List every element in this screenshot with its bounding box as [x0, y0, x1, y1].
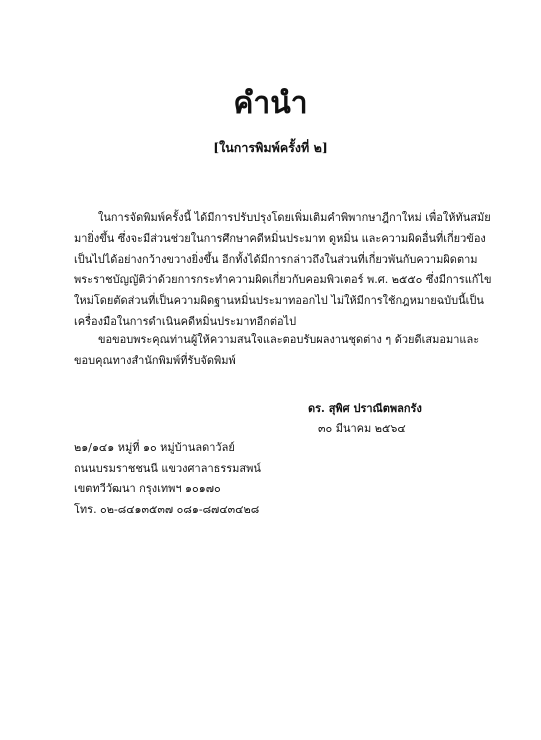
page-title: คำนำ: [233, 86, 308, 121]
address-line: เขตทวีวัฒนา กรุงเทพฯ ๑๐๑๗๐: [74, 482, 221, 496]
signature-date: ๓๐ มีนาคม ๒๕๖๔: [318, 422, 406, 435]
preface-paragraph-2: [74, 330, 480, 372]
author-name: ดร. สุพิศ ปราณีตพลกรัง: [308, 402, 422, 415]
preface-paragraph-1: [74, 208, 492, 333]
signature-block: [300, 399, 480, 439]
paragraph-line: พระราชบัญญัติว่าด้วยการกระทำความผิดเกี่ยวกับคอมพิวเตอร์ พ.ศ. ๒๕๕๐ ซึ่งมีการแก้ไข: [74, 273, 492, 287]
address-line: ๒๑/๑๔๑ หมู่ที่ ๑๐ หมู่บ้านลดาวัลย์: [74, 441, 235, 454]
paragraph-line: มายิ่งขึ้น ซึ่งจะมีส่วนช่วยในการศึกษาคดีหมิ่นประมาท ดูหมิ่น และความผิดอื่นที่เกี่ยวข้อง: [74, 231, 486, 245]
paragraph-line: ขอบคุณทางสำนักพิมพ์ที่รับจัดพิมพ์: [74, 353, 236, 367]
paragraph-line: ในการจัดพิมพ์ครั้งนี้ ได้มีการปรับปรุงโดยเพิ่มเติมคำพิพากษาฎีกาใหม่ เพื่อให้ทันสมัย: [98, 211, 491, 224]
paragraph-line: ใหม่โดยตัดส่วนที่เป็นความผิดฐานหมิ่นประมาทออกไป ไม่ให้มีการใช้กฎหมายฉบับนี้เป็น: [74, 294, 484, 308]
paragraph-line: ขอขอบพระคุณท่านผู้ให้ความสนใจและตอบรับผลงานชุดต่าง ๆ ด้วยดีเสมอมาและ: [98, 333, 480, 346]
edition-subtitle: [ในการพิมพ์ครั้งที่ ๒]: [213, 140, 328, 155]
address-block: [74, 438, 374, 520]
paragraph-line: เป็นไปได้อย่างกว้างขวางยิ่งขึ้น อีกทั้งได้มีการกล่าวถึงในส่วนที่เกี่ยวพันกับความผิดตาม: [74, 252, 478, 266]
paragraph-line: เครื่องมือในการดำเนินคดีหมิ่นประมาทอีกต่อไป: [74, 314, 297, 328]
phone-line: โทร. ๐๒-๘๔๑๓๕๓๗ ๐๘๑-๘๗๔๓๔๒๘: [74, 502, 260, 516]
address-line: ถนนบรมราชชนนี แขวงศาลาธรรมสพน์: [74, 461, 261, 475]
